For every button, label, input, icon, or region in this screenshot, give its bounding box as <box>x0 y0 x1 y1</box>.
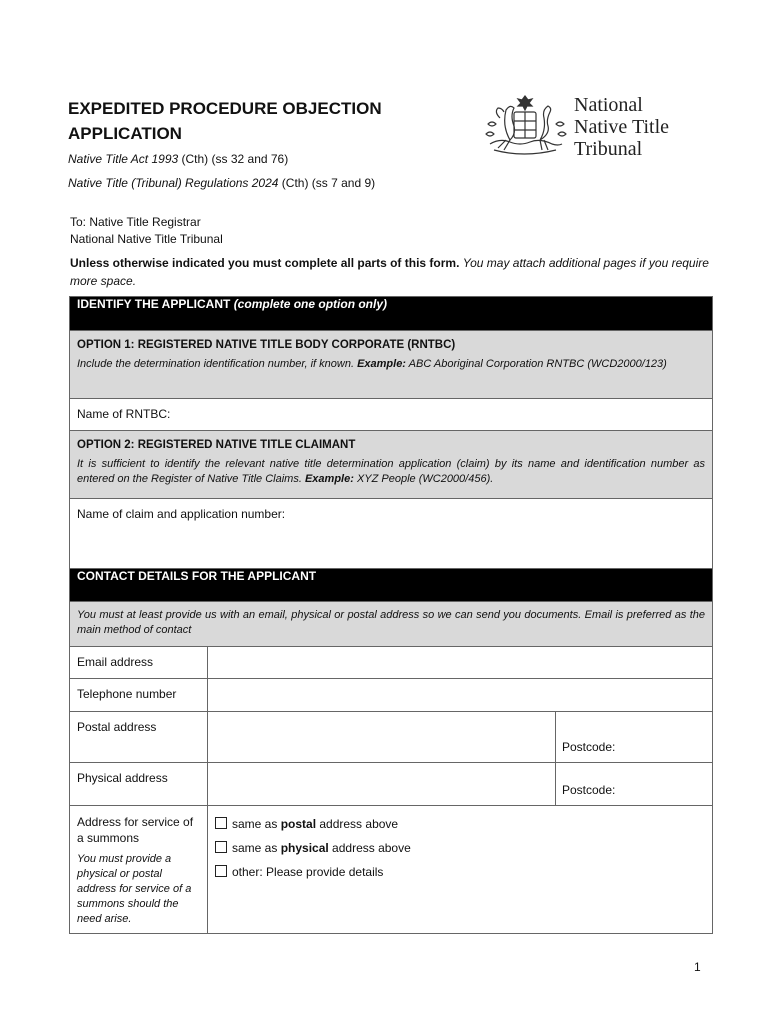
rntbc-name-row <box>70 399 713 431</box>
instructions-bold: Unless otherwise indicated you must complete all parts of this form. <box>70 256 460 270</box>
service-option-other[interactable] <box>215 864 705 880</box>
opt2-pre: same as <box>232 841 281 855</box>
option2-example-label: Example: <box>304 473 354 485</box>
service-option-physical[interactable] <box>215 840 705 856</box>
option2-description <box>77 457 705 487</box>
instructions <box>70 254 710 290</box>
phone-input[interactable] <box>208 679 713 712</box>
email-row <box>70 647 713 679</box>
act-name: Native Title Act 1993 <box>68 152 179 166</box>
identify-header-cell <box>70 297 713 331</box>
email-label: Email address <box>70 647 208 679</box>
form-title <box>68 96 468 146</box>
opt2-post: address above <box>328 841 411 855</box>
contact-heading: CONTACT DETAILS FOR THE APPLICANT <box>77 569 317 583</box>
postal-row <box>70 712 713 763</box>
option1-cell <box>70 331 713 399</box>
checkbox-physical[interactable] <box>215 841 227 853</box>
service-label: Address for service of a summons <box>77 815 194 845</box>
option1-row <box>70 331 713 399</box>
coat-of-arms-icon <box>480 94 570 160</box>
addressee-line-1: To: Native Title Registrar <box>70 215 201 229</box>
option2-desc-text: It is sufficient to identify the relevant native title determination application (claim) by its name and identification number as entered on the Register of Native Title Claims. <box>77 458 706 485</box>
act-reference <box>68 152 288 166</box>
service-label-cell <box>70 806 208 934</box>
opt3-label: other: Please provide details <box>232 865 384 879</box>
contact-note-cell <box>70 602 713 647</box>
option2-row <box>70 431 713 499</box>
logo-line-3: Tribunal <box>574 138 643 160</box>
postal-input[interactable] <box>208 712 556 763</box>
regs-name: Native Title (Tribunal) Regulations 2024 <box>68 176 279 190</box>
title-line-2: APPLICATION <box>68 124 182 143</box>
contact-note: You must at least provide us with an email, physical or postal address so we can send you documents. Email is preferred as the main method of contact <box>77 609 706 636</box>
checkbox-other[interactable] <box>215 865 227 877</box>
rntbc-name-label: Name of RNTBC: <box>77 407 171 421</box>
opt1-pre: same as <box>232 817 281 831</box>
contact-details-header <box>70 569 713 602</box>
title-line-1: EXPEDITED PROCEDURE OBJECTION <box>68 99 382 118</box>
regulations-reference <box>68 176 375 190</box>
option1-desc-text: Include the determination identification number, if known. <box>77 358 354 370</box>
physical-label: Physical address <box>70 763 208 806</box>
opt1-bold: postal <box>280 817 317 831</box>
physical-postcode-input[interactable] <box>556 763 713 806</box>
option2-example: XYZ People (WC2000/456). <box>356 473 494 485</box>
option1-title: OPTION 1: REGISTERED NATIVE TITLE BODY CORPORATE (RNTBC) <box>77 339 456 351</box>
postal-postcode-label: Postcode: <box>562 740 616 754</box>
option2-title: OPTION 2: REGISTERED NATIVE TITLE CLAIMANT <box>77 439 356 451</box>
service-note: You must provide a physical or postal address for service of a summons should the need arise. <box>77 853 192 925</box>
service-options <box>208 806 713 934</box>
service-option-postal[interactable] <box>215 816 705 832</box>
identify-heading: IDENTIFY THE APPLICANT <box>77 297 231 311</box>
checkbox-postal[interactable] <box>215 817 227 829</box>
option2-cell <box>70 431 713 499</box>
regs-suffix: (Cth) (ss 7 and 9) <box>278 176 376 190</box>
service-row <box>70 806 713 934</box>
opt2-bold: physical <box>280 841 329 855</box>
claim-name-row <box>70 499 713 569</box>
addressee-line-2: National Native Title Tribunal <box>70 232 223 246</box>
physical-postcode-label: Postcode: <box>562 783 616 797</box>
option1-example-label: Example: <box>357 358 406 370</box>
postal-postcode-input[interactable] <box>556 712 713 763</box>
contact-note-row <box>70 602 713 647</box>
logo-text <box>574 94 669 160</box>
logo-line-2: Native Title <box>574 116 670 138</box>
postal-label: Postal address <box>70 712 208 763</box>
physical-input[interactable] <box>208 763 556 806</box>
addressee <box>70 214 223 248</box>
rntbc-name-field[interactable] <box>70 399 713 431</box>
nntt-logo <box>480 92 710 164</box>
claim-name-label: Name of claim and application number: <box>77 507 286 521</box>
physical-row <box>70 763 713 806</box>
identify-applicant-header <box>70 297 713 331</box>
act-suffix: (Cth) (ss 32 and 76) <box>178 152 289 166</box>
logo-line-1: National <box>574 94 643 116</box>
phone-label: Telephone number <box>70 679 208 712</box>
page-number: 1 <box>694 960 701 974</box>
opt1-post: address above <box>316 817 399 831</box>
identify-heading-note: (complete one option only) <box>233 297 388 311</box>
option1-example: ABC Aboriginal Corporation RNTBC (WCD2000/123) <box>408 358 667 370</box>
option1-description <box>77 357 705 372</box>
instructions-italic: You may attach additional pages if you require more space. <box>70 256 709 288</box>
claim-name-field[interactable] <box>70 499 713 569</box>
phone-row <box>70 679 713 712</box>
application-form-table <box>69 296 713 934</box>
email-input[interactable] <box>208 647 713 679</box>
contact-header-cell <box>70 569 713 602</box>
